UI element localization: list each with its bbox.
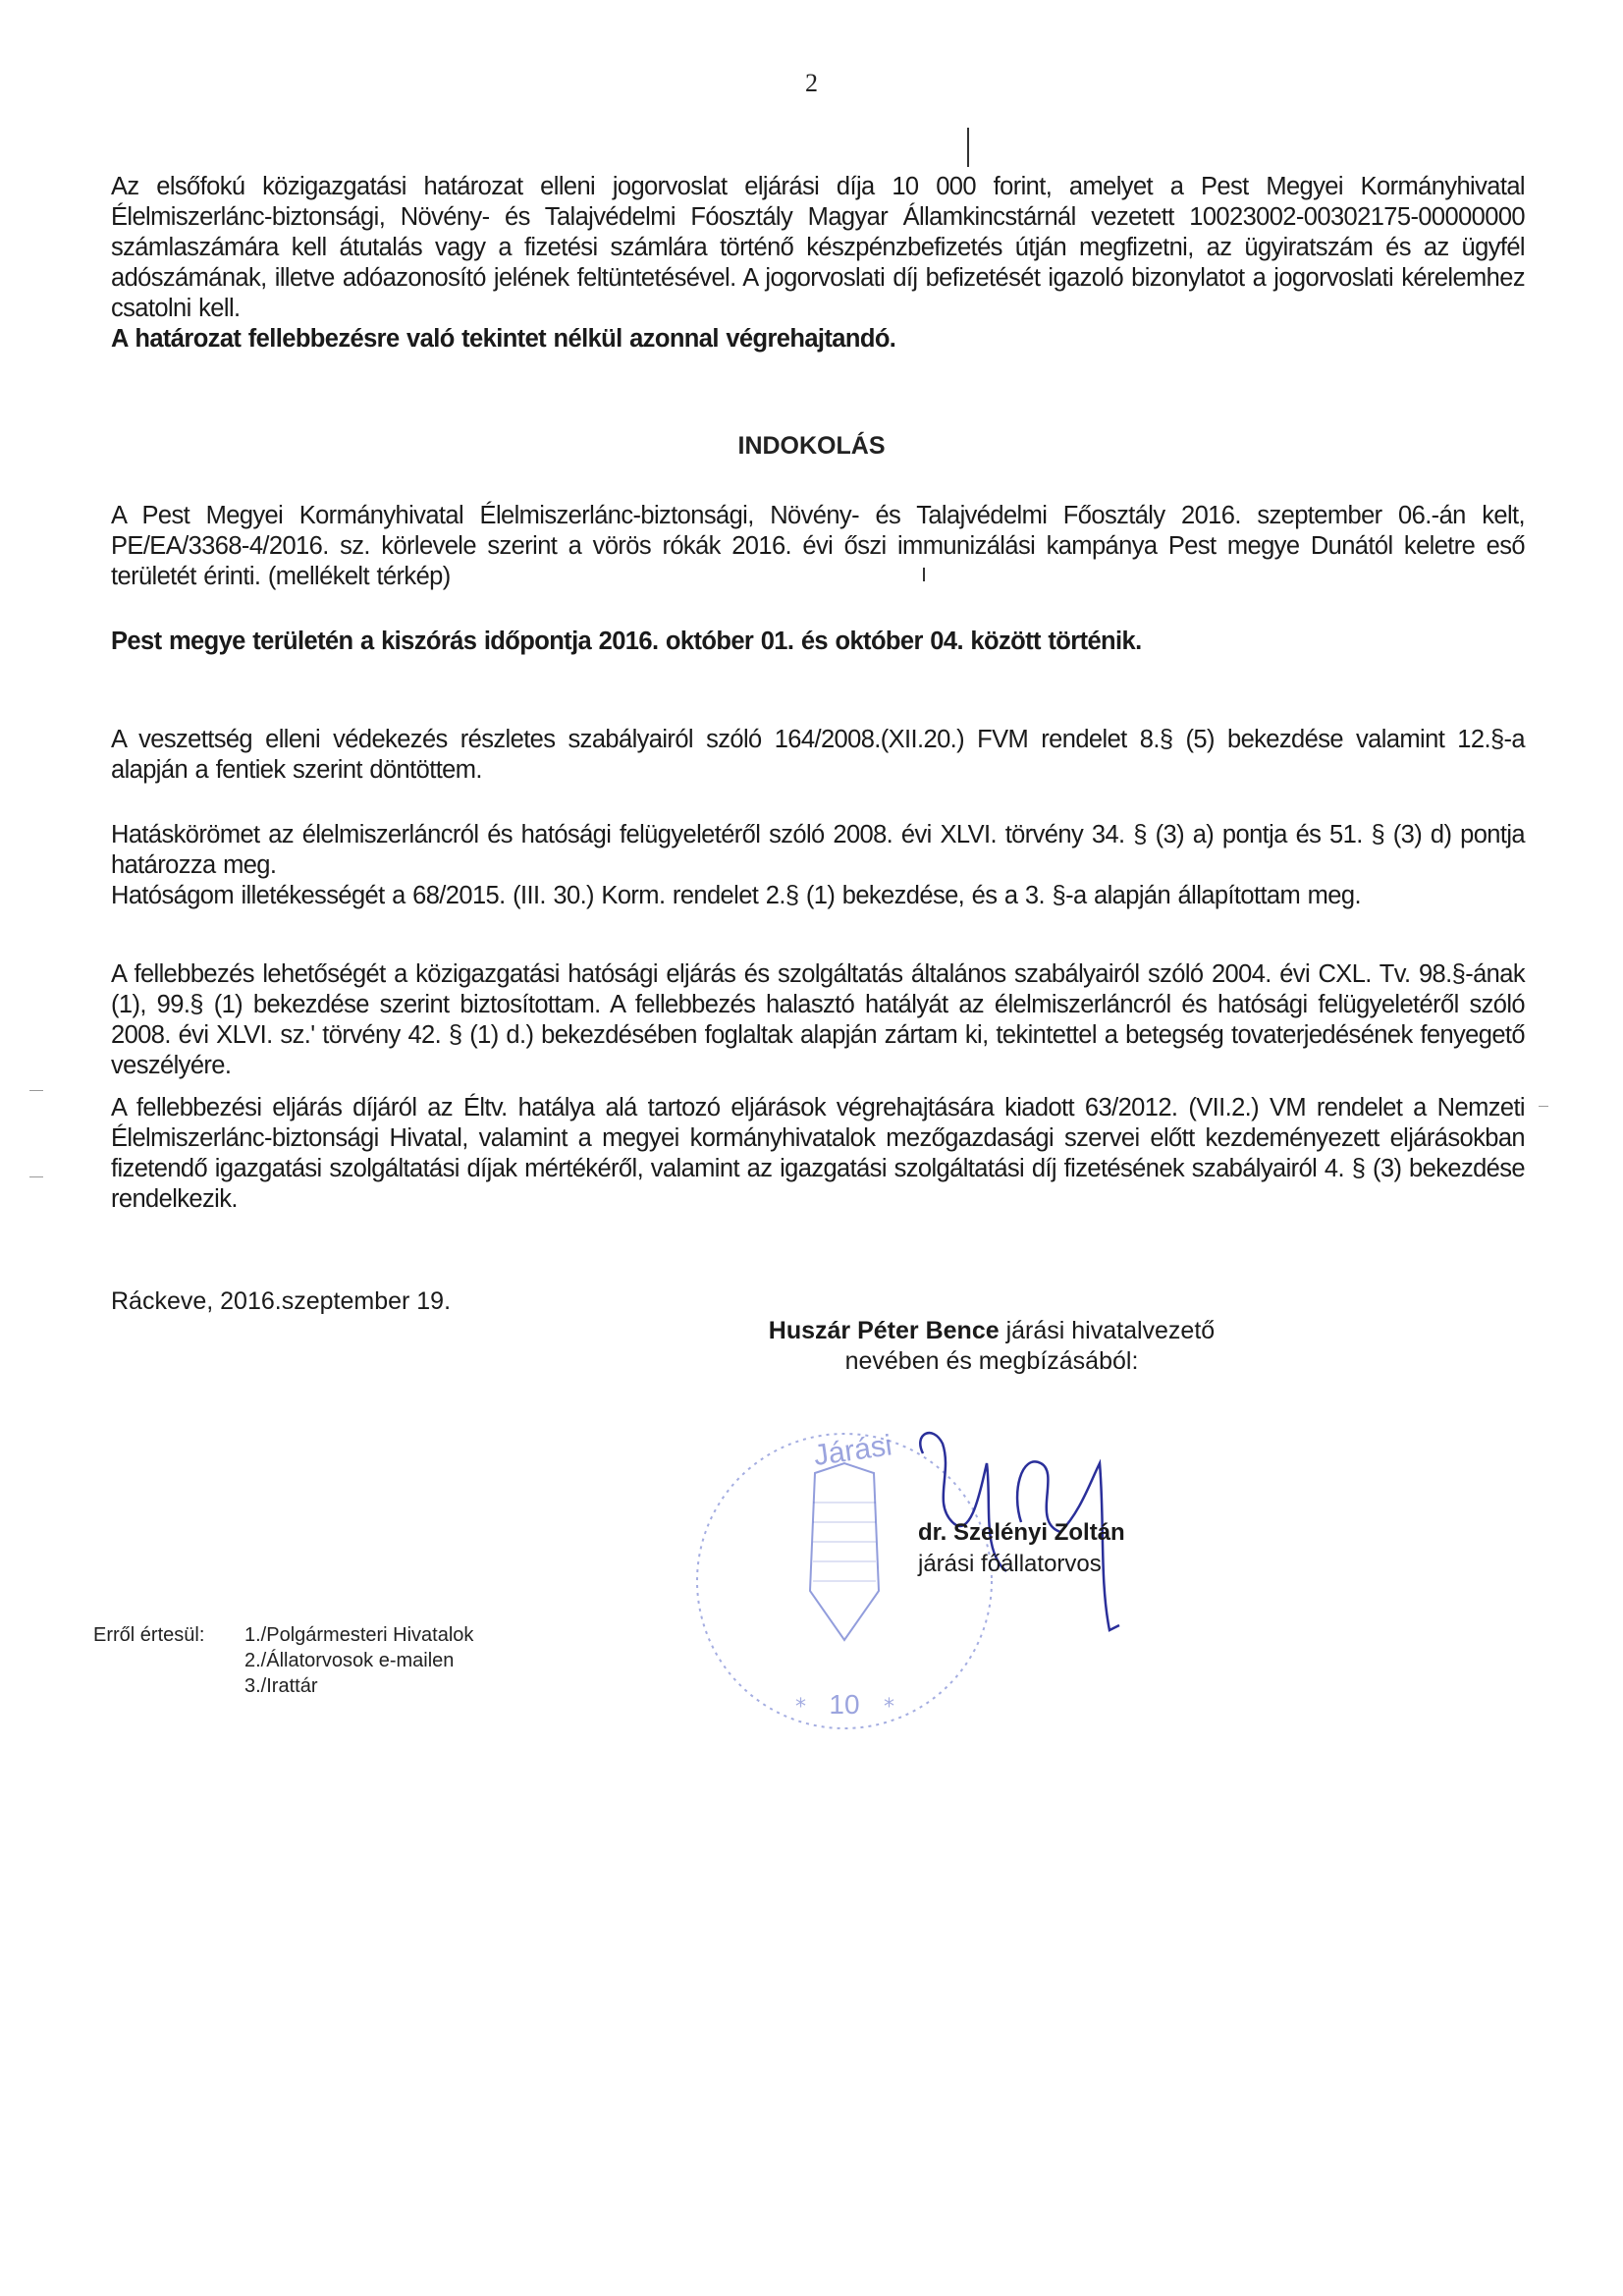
- signatory-title: járási főállatorvos: [918, 1551, 1102, 1577]
- notify-label: Erről értesül:: [93, 1624, 205, 1646]
- signer-title: járási hivatalvezető: [1005, 1317, 1216, 1344]
- reasoning-p6: A fellebbezés lehetőségét a közigazgatási hatósági eljárás és szolgáltatás általános szabályairól szóló 2004. évi CXL. Tv. 98.§-ának (1), 99.§ (1) bekezdése szerint biztosítottam. A fellebbezés halasztó hatályát az élelmiszerláncról és hatósági felügyeletéről szóló 2008. évi XLVI. sz.' törvény 42. § (1) d.) bekezdésében foglaltak alapján zártam ki, tekintettel a betegség tovaterjedésének fenyegető veszélyére.: [111, 960, 1525, 1079]
- notify-item: 1./Polgármesteri Hivatalok: [244, 1624, 474, 1646]
- intro-bold-line: A határozat fellebbezésre való tekintet nélkül azonnal végrehajtandó.: [111, 325, 896, 353]
- pen-tick: [923, 568, 925, 581]
- reasoning-p7: A fellebbezési eljárás díjáról az Éltv. hatálya alá tartozó eljárások végrehajtására kiadott 63/2012. (VII.2.) VM rendelet a Nemzeti Élelmiszerlánc-biztonsági Hivatal, valamint a megyei kormányhivatalok mezőgazdasági szervei előtt kezdeményezett eljárásokban fizetendő igazgatási szolgáltatási díjak mértékéről, valamint az igazgatási szolgáltatási díj fizetésének szabályairól 4. § (3) bekezdése rendelkezik.: [111, 1094, 1525, 1213]
- reasoning-p4: Hatáskörömet az élelmiszerláncról és hatósági felügyeletéről szóló 2008. évi XLVI. törvény 34. § (3) a) pontja és 51. § (3) d) pontja határozza meg.: [111, 821, 1525, 879]
- pen-mark: [967, 128, 969, 167]
- notify-item: 3./Irattár: [244, 1675, 318, 1697]
- section-heading: INDOKOLÁS: [737, 432, 886, 460]
- notify-item: 2./Állatorvosok e-mailen: [244, 1650, 455, 1671]
- signatory-name: dr. Szelényi Zoltán: [918, 1519, 1125, 1546]
- signer-name: Huszár Péter Bence: [768, 1317, 1000, 1344]
- margin-dash: [29, 1176, 43, 1177]
- intro-paragraph: Az elsőfokú közigazgatási határozat elleni jogorvoslat eljárási díja 10 000 forint, amelyet a Pest Megyei Kormányhivatal Élelmiszerlánc-biztonsági, Növény- és Talajvédelmi Fóosztály Magyar Államkincstárnál vezetett 10023002-00302175-00000000 számlaszámára kell átutalás vagy a fizetési számlára történő készpénzbefizetés útján megfizetni, az ügyiratszám és az ügyfél adószámának, illetve adóazonosító jelének feltüntetésével. A jogorvoslati díj befizetését igazoló bizonylatot a jogorvoslati kérelemhez csatolni kell.: [111, 173, 1525, 322]
- reasoning-p5: Hatóságom illetékességét a 68/2015. (III. 30.) Korm. rendelet 2.§ (1) bekezdése, és a 3. §-a alapján állapítottam meg.: [111, 882, 1361, 909]
- reasoning-p2-bold: Pest megye területén a kiszórás időpontja 2016. október 01. és október 04. között történik.: [111, 628, 1142, 655]
- notification-list: [93, 1622, 473, 1699]
- reasoning-p1: A Pest Megyei Kormányhivatal Élelmiszerlánc-biztonsági, Növény- és Talajvédelmi Főosztály 2016. szeptember 06.-án kelt, PE/EA/3368-4/2016. sz. körlevele szerint a vörös rókák 2016. évi őszi immunizálási kampánya Pest megye Dunától keletre eső területét érinti. (mellékelt térkép): [111, 502, 1525, 590]
- margin-dash: [29, 1090, 43, 1091]
- place-date: Ráckeve, 2016.szeptember 19.: [111, 1287, 452, 1315]
- stamp-number: 10: [829, 1689, 860, 1720]
- reasoning-p3: A veszettség elleni védekezés részletes szabályairól szóló 164/2008.(XII.20.) FVM rendelet 8.§ (5) bekezdése valamint 12.§-a alapján a fentiek szerint döntöttem.: [111, 726, 1525, 784]
- signer-on-behalf: nevében és megbízásából:: [844, 1347, 1139, 1375]
- svg-text:*: *: [884, 1695, 894, 1720]
- stamp-text: Járási: [811, 1429, 894, 1473]
- margin-dash: [1539, 1106, 1548, 1107]
- signatory-block: [918, 1517, 1213, 1580]
- signer-block: [746, 1316, 1237, 1377]
- svg-text:*: *: [795, 1695, 806, 1720]
- intro-section: [111, 172, 1525, 355]
- page-number: 2: [805, 69, 818, 97]
